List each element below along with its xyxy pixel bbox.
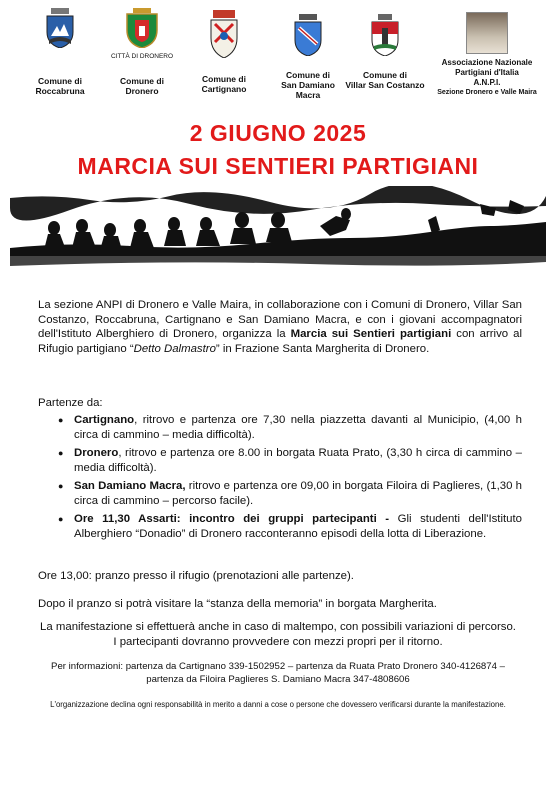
departure-place: San Damiano Macra, [74, 480, 186, 492]
intro-text-2: con arrivo al Rifugio partigiano “ [38, 328, 522, 355]
departure-place: Cartignano [74, 414, 135, 426]
anpi-line2: Partigiani d'Italia [455, 68, 519, 77]
departure-item [56, 479, 522, 508]
logo-dronero [102, 8, 182, 96]
logo-label-san-damiano: Comune di San Damiano Macra [281, 70, 335, 100]
weather-line2: I partecipanti dovranno provvedere con mezzi propri per il ritorno. [113, 635, 443, 648]
crest-villar-icon [370, 14, 400, 56]
partisans-silhouette-image [10, 186, 546, 286]
logo-cartignano [184, 8, 264, 94]
contact-line2: partenza da Filoira Paglieres S. Damiano Macra 347-4808606 [146, 674, 410, 685]
crest-cartignano-icon [207, 8, 241, 58]
crest-dronero-icon [123, 8, 161, 48]
intro-refuge-name: Detto Dalmastro [133, 342, 216, 355]
anpi-line1: Associazione Nazionale [441, 58, 533, 67]
logo-label-villar: Comune di Villar San Costanzo [345, 70, 425, 90]
logo-villar [340, 14, 430, 90]
departure-item [56, 446, 522, 475]
departure-place: Ore 11,30 Assarti: incontro dei gruppi partecipanti - [74, 513, 390, 525]
anpi-block [428, 12, 546, 98]
intro-text-3: ” in Frazione Santa Margherita di Dronero. [215, 342, 430, 355]
title-date: 2 GIUGNO 2025 [189, 120, 367, 146]
departures-label: Partenze da: [38, 397, 103, 409]
contact-line1: Per informazioni: partenza da Cartignano 339-1502952 – partenza da Ruata Prato Dronero 340-4126874 – [51, 661, 505, 672]
departure-details: ritrovo e partenza ore 09,00 in borgata Filoira di Paglieres, (1,30 h circa di cammino – percorso facile). [74, 480, 522, 507]
departures-list [56, 413, 522, 545]
crest-roccabruna-icon [45, 8, 75, 48]
title-event: MARCIA SUI SENTIERI PARTIGIANI [77, 153, 479, 179]
disclaimer: L'organizzazione declina ogni responsabilità in merito a danni a cose o persone che dovessero verificarsi durante la manifestazione. [50, 700, 506, 709]
lunch-text: Ore 13,00: pranzo presso il rifugio (prenotazioni alle partenze). [38, 570, 354, 582]
weather-line1: La manifestazione si effettuerà anche in caso di maltempo, con possibili variazioni di percorso. [40, 621, 516, 633]
departure-place: Dronero [74, 447, 119, 459]
weather-note [20, 620, 536, 649]
departure-details: , ritrovo e partenza ore 7,30 nella piazzetta davanti al Municipio, (4,00 h circa di cammino – media difficoltà). [74, 414, 522, 441]
departure-item [56, 512, 522, 541]
departure-details: , ritrovo e partenza ore 8.00 in borgata Ruata Prato, (3,30 h circa di cammino – media difficoltà). [74, 447, 522, 474]
contact-info [20, 660, 536, 686]
logo-caption-dronero: CITTÀ DI DRONERO [110, 53, 174, 60]
departure-details: Gli studenti dell'Istituto Alberghiero “Donadio” di Dronero racconteranno episodi della lotta di Liberazione. [74, 513, 522, 540]
logo-label-cartignano: Comune di Cartignano [201, 74, 247, 94]
logo-roccabruna [20, 8, 100, 96]
monument-photo [466, 12, 508, 54]
crest-san-damiano-icon [293, 14, 323, 56]
logo-label-dronero: Comune di Dronero [120, 76, 164, 96]
intro-event-name: Marcia sui Sentieri partigiani [290, 328, 452, 340]
anpi-line3: A.N.P.I. [473, 78, 501, 87]
after-lunch-text: Dopo il pranzo si potrà visitare la “stanza della memoria” in borgata Margherita. [38, 598, 437, 610]
logo-san-damiano [268, 14, 348, 100]
intro-text-1: La sezione ANPI di Dronero e Valle Maira, in collaborazione con i Comuni di Dronero, Villar San Costanzo, Roccabruna, Cartignano e San Damiano Macra, e con i giovani accompagnatori dell'Istituto Alberghiero di Dronero, organizza la [38, 299, 522, 340]
intro-paragraph [38, 298, 522, 356]
departure-item [56, 413, 522, 442]
anpi-line4: Sezione Dronero e Valle Maira [437, 89, 537, 96]
logo-label-roccabruna: Comune di Roccabruna [35, 76, 85, 96]
